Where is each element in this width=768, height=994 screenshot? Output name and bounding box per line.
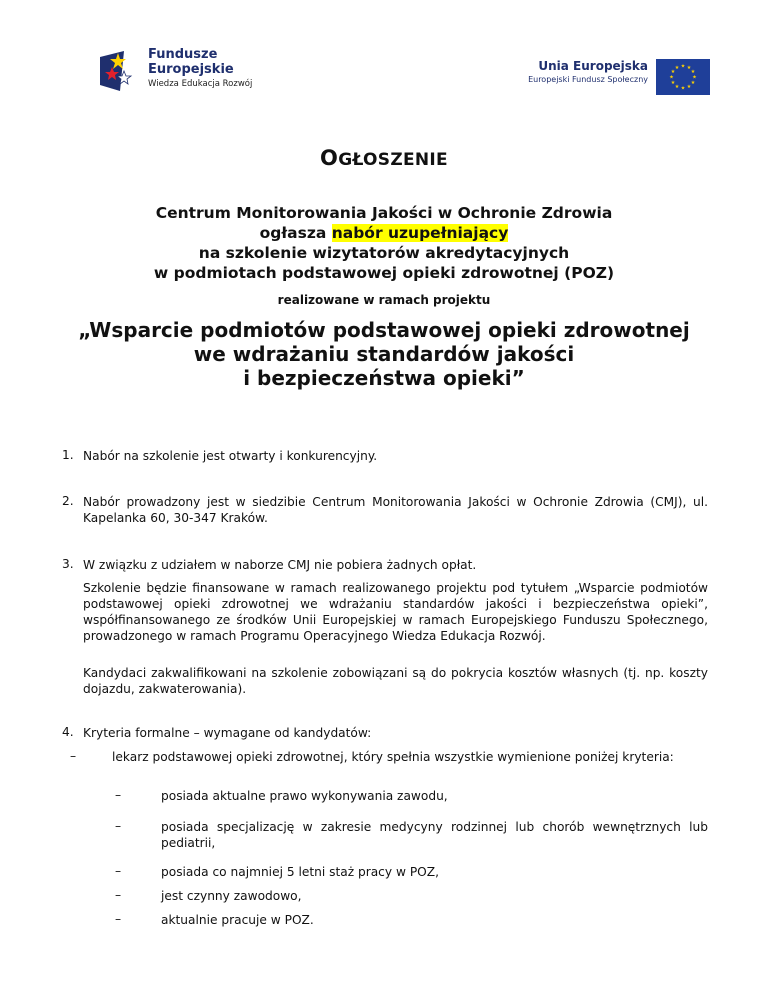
eu-line1: Unia Europejska	[538, 59, 648, 73]
item-number-2: 2.	[62, 494, 74, 508]
fe-line3: Wiedza Edukacja Rozwój	[148, 79, 253, 89]
criteria-main: lekarz podstawowej opieki zdrowotnej, który spełnia wszystkie wymienione poniżej kryteria:	[112, 750, 674, 764]
eu-logo-text	[528, 59, 648, 86]
org-line2-pre: ogłasza	[259, 224, 332, 242]
highlighted-text: nabór uzupełniający	[331, 224, 509, 242]
svg-text:★: ★	[670, 69, 676, 75]
svg-text:★: ★	[680, 63, 686, 70]
item-number-3: 3.	[62, 557, 74, 571]
dash-marker: –	[115, 912, 122, 926]
svg-text:★: ★	[680, 85, 686, 92]
svg-text:★: ★	[686, 84, 692, 90]
dash-marker: –	[115, 888, 122, 902]
org-line3: na szkolenie wizytatorów akredytacyjnych	[198, 244, 570, 262]
org-line1: Centrum Monitorowania Jakości w Ochronie Zdrowia	[155, 204, 613, 222]
criteria-sub-2: posiada specjalizację w zakresie medycyny rodzinnej lub chorób wewnętrznych lub pediatrii,	[161, 820, 708, 850]
fundusze-europejskie-logo	[98, 47, 268, 103]
project-line3: i bezpieczeństwa opieki”	[243, 366, 525, 390]
criteria-sub-4: jest czynny zawodowo,	[161, 889, 302, 903]
eu-flag-icon	[656, 59, 710, 95]
announcement-header	[0, 203, 768, 283]
svg-text:★: ★	[674, 65, 680, 71]
svg-text:★: ★	[670, 80, 676, 86]
item-number-1: 1.	[62, 448, 74, 462]
fe-line1: Fundusze	[148, 47, 218, 62]
unia-europejska-logo	[520, 55, 710, 95]
item-text-2: Nabór prowadzony jest w siedzibie Centrum Monitorowania Jakości w Ochronie Zdrowia (CMJ), ul. Kapelanka 60, 30-347 Kraków.	[83, 495, 708, 525]
svg-text:★: ★	[669, 74, 674, 81]
svg-text:★: ★	[674, 84, 680, 90]
item-number-4: 4.	[62, 725, 74, 739]
project-line1: „Wsparcie podmiotów podstawowej opieki zdrowotnej	[78, 318, 690, 342]
dash-marker: –	[70, 749, 77, 763]
criteria-sub-1: posiada aktualne prawo wykonywania zawodu,	[161, 789, 448, 803]
svg-text:★: ★	[690, 80, 696, 86]
org-line4: w podmiotach podstawowej opieki zdrowotnej (POZ)	[153, 264, 615, 282]
project-title	[0, 318, 768, 390]
item-paragraph-3a: Szkolenie będzie finansowane w ramach realizowanego projektu pod tytułem „Wsparcie podmiotów podstawowej opieki zdrowotnej we wdrażaniu standardów jakości i bezpieczeństwa opieki”, współfinansowanego ze środków Unii Europejskiej w ramach Europejskiego Funduszu Społecznego, prowadzonego w ramach Programu Operacyjnego Wiedza Edukacja Rozwój.	[83, 581, 708, 643]
title-initial: O	[320, 146, 339, 170]
realized-line: realizowane w ramach projektu	[277, 293, 491, 307]
item-paragraph-3b: Kandydaci zakwalifikowani na szkolenie zobowiązani są do pokrycia kosztów własnych (tj. np. koszty dojazdu, zakwaterowania).	[83, 666, 708, 696]
dash-marker: –	[115, 788, 122, 802]
fe-stars-icon	[98, 49, 142, 93]
page-title	[0, 146, 768, 170]
item-text-4: Kryteria formalne – wymagane od kandydatów:	[83, 726, 372, 740]
dash-marker: –	[115, 819, 122, 833]
org-line2	[0, 223, 768, 243]
item-text-3: W związku z udziałem w naborze CMJ nie pobiera żadnych opłat.	[83, 558, 477, 572]
eu-line2: Europejski Fundusz Społeczny	[528, 75, 648, 84]
svg-text:★: ★	[692, 74, 697, 81]
svg-text:★: ★	[690, 69, 696, 75]
fe-logo-text	[148, 47, 252, 91]
project-line2: we wdrażaniu standardów jakości	[193, 342, 575, 366]
dash-marker: –	[115, 864, 122, 878]
item-text-1: Nabór na szkolenie jest otwarty i konkurencyjny.	[83, 449, 378, 463]
title-rest: GŁOSZENIE	[338, 150, 448, 170]
fe-line2: Europejskie	[148, 62, 234, 77]
svg-text:★: ★	[686, 65, 692, 71]
criteria-sub-5: aktualnie pracuje w POZ.	[161, 913, 314, 927]
criteria-sub-3: posiada co najmniej 5 letni staż pracy w POZ,	[161, 865, 439, 879]
